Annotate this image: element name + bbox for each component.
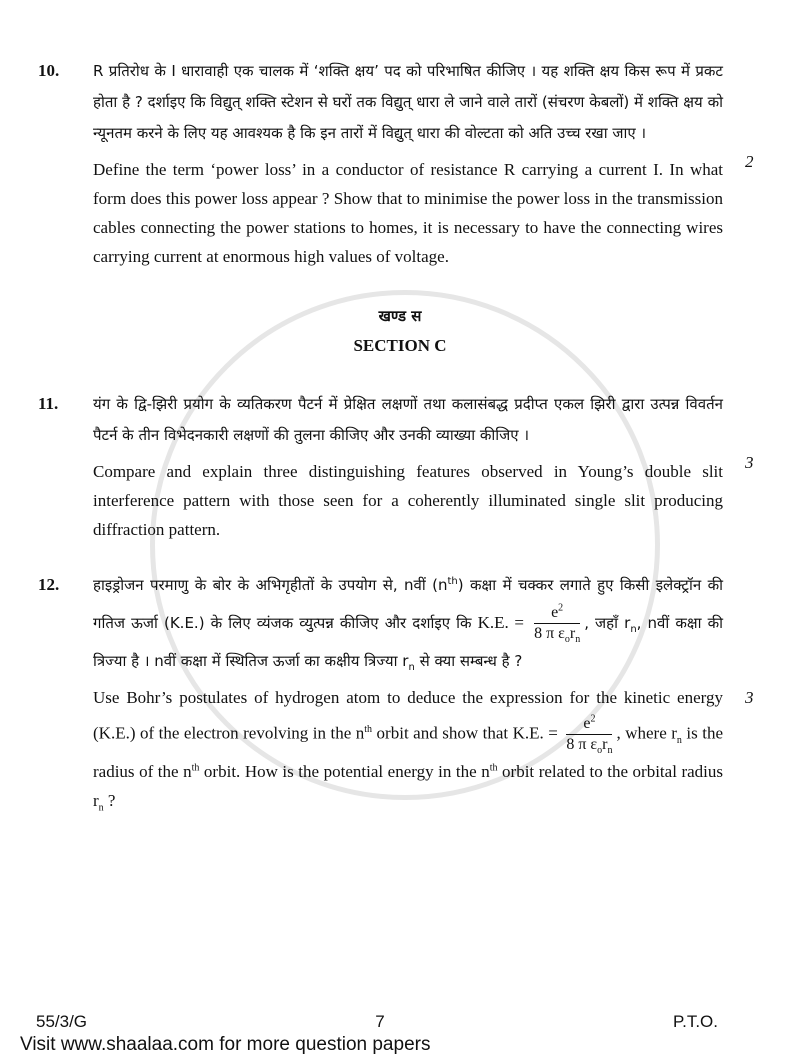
text: kinetic energy (K.E.) of the electron revolving in the n [93, 688, 724, 743]
question-10 [38, 56, 800, 271]
sub: n [98, 802, 104, 814]
q12-body [93, 570, 723, 815]
text: कक्षीय त्रिज्या r [324, 652, 409, 670]
q12-english [93, 683, 723, 815]
denominator: 8 π ε [566, 736, 598, 753]
q12-hindi [93, 570, 723, 677]
q10-hindi-line: जाने वाले तारों (संचरण केबलों) में शक्ति क्षय को न्यूनतम करने के लिए यह आवश्यक है कि [93, 93, 723, 142]
sup: th [489, 762, 498, 774]
ke-fraction [534, 603, 580, 644]
ke-label: K.E. = [477, 613, 524, 632]
section-heading: SECTION C [353, 336, 447, 355]
q10-body [93, 56, 723, 271]
footer [0, 998, 800, 1060]
sub: o [564, 634, 570, 646]
text: r [569, 625, 576, 642]
q10-english-line: stations to homes, it is necessary to have the connecting wires carrying [93, 218, 723, 266]
text: , जहाँ r [584, 614, 631, 632]
text: ) कक्षा में चक्कर लगाते हुए [457, 576, 614, 594]
q12-marks: 3 [745, 688, 754, 707]
text: , where r [616, 723, 677, 743]
sub: n [676, 734, 682, 746]
q10-english-line: Define the term ‘power loss’ in a conductor of resistance R carrying a [93, 160, 593, 179]
text: किसी इलेक्ट्रॉन की गतिज ऊर्जा (K.E.) के लिए व्यंजक व्युत्पन्न कीजिए और दर्शाइए कि [93, 576, 723, 632]
sup: th [364, 723, 373, 735]
text: ? [103, 791, 116, 810]
text: orbit and show [372, 723, 479, 743]
q11-english-line: illuminated single slit producing diffraction pattern. [93, 491, 723, 539]
sup: 2 [558, 602, 564, 614]
denominator: 8 π ε [534, 625, 565, 642]
paper-code: 55/3/G [36, 1012, 88, 1031]
question-number-10: 10. [38, 61, 60, 80]
q10-marks: 2 [745, 152, 754, 171]
numerator: e [583, 715, 591, 732]
section-heading-block [0, 301, 800, 361]
question-11 [38, 389, 800, 544]
footer-row [0, 1012, 800, 1032]
q11-marks: 3 [745, 453, 754, 472]
section-heading-hindi: खण्ड स [378, 307, 422, 325]
q11-hindi-line: यंग के द्वि-झिरी प्रयोग के व्यतिकरण पैटर्न में प्रेक्षित लक्षणों तथा कलासंबद्ध प्रदीप्त एकल [93, 395, 585, 413]
sup: th [447, 576, 458, 587]
text: Use Bohr’s postulates of hydrogen atom to deduce the expression for the [93, 688, 617, 707]
text: हाइड्रोजन परमाणु के बोर के अभिगृहीतों के उपयोग से, nवीं (n [93, 576, 448, 594]
q11-english-line: Compare and explain three distinguishing features observed in Young’s [93, 462, 634, 481]
q10-english-line: current at enormous high values of voltage. [153, 247, 449, 266]
text: that K.E. = [482, 723, 558, 743]
q11-english [93, 457, 723, 544]
sup: 2 [590, 713, 596, 725]
sub: n [630, 624, 637, 635]
text: is the radius of the n [93, 723, 724, 781]
page-number: 7 [375, 1012, 385, 1031]
sub: n [408, 662, 415, 673]
text: potential energy in the n [323, 762, 490, 781]
question-number-11: 11. [38, 394, 59, 413]
text: orbit. How is the [199, 762, 320, 781]
text: से क्या सम्बन्ध है ? [414, 652, 523, 670]
spacer [0, 544, 800, 570]
sub: n [607, 745, 613, 757]
q11-hindi [93, 389, 723, 451]
q10-english [93, 155, 723, 271]
q11-body [93, 389, 723, 544]
q10-hindi-line: R प्रतिरोध के I धारावाही एक चालक में ‘शक्ति क्षय’ पद को परिभाषित कीजिए । यह शक्ति [93, 62, 595, 80]
text: , nवीं कक्षा की त्रिज्या है । nवीं कक्षा में स्थितिज ऊर्जा का [93, 614, 724, 670]
q11-hindi-line: व्याख्या कीजिए । [436, 426, 530, 444]
q11-english-line: double slit interference pattern with those seen for a coherently [93, 462, 724, 510]
pto-label: P.T.O. [672, 1012, 718, 1031]
text: orbit related to the orbital radius r [93, 762, 724, 810]
q10-hindi-line: क्षय किस रूप में प्रकट होता है ? दर्शाइए कि विद्युत् शक्ति स्टेशन से घरों तक विद्युत् धारा ले [93, 62, 723, 111]
sup: th [191, 762, 200, 774]
question-number-12: 12. [38, 575, 60, 594]
visit-link[interactable]: Visit www.shaalaa.com for more question papers [20, 1034, 431, 1055]
q10-hindi-line: इन तारों में विद्युत् धारा की वोल्टता को अति उच्च रखा जाए । [320, 124, 647, 142]
sub: n [575, 634, 581, 646]
q10-english-line: minimise the power loss in the transmission cables connecting the power [93, 189, 724, 237]
ke-fraction-english [566, 714, 612, 755]
text: r [602, 736, 608, 753]
q11-hindi-line: झिरी द्वारा उत्पन्न विवर्तन पैटर्न के तीन विभेदनकारी लक्षणों की तुलना कीजिए और उनकी [93, 395, 723, 444]
sub: o [597, 745, 603, 757]
question-12 [38, 570, 800, 815]
q10-english-line: current I. In what form does this power loss appear ? Show that to [93, 160, 723, 208]
q10-hindi [93, 56, 723, 149]
numerator: e [551, 604, 559, 621]
